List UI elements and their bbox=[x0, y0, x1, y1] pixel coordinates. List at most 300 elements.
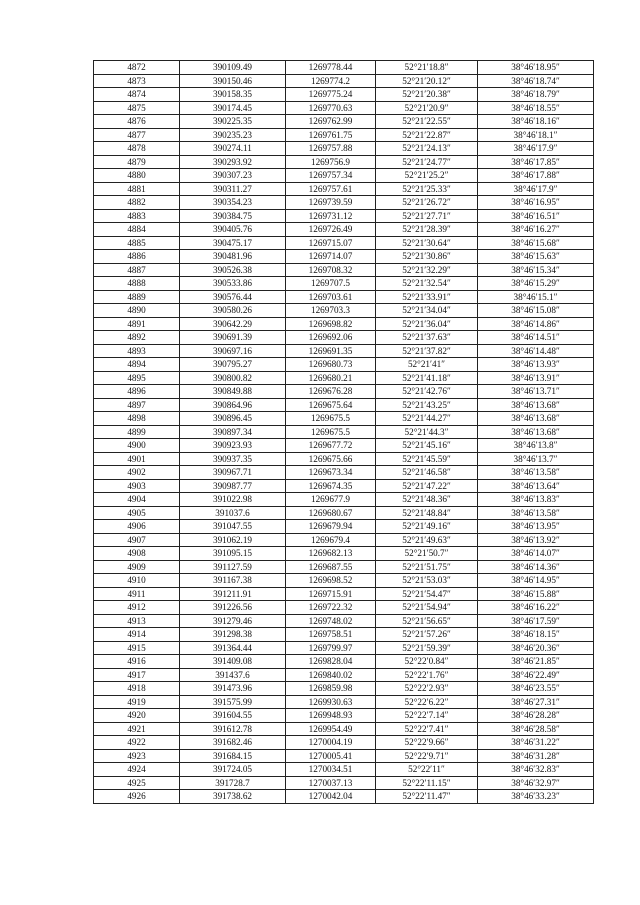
point-number-cell: 4924 bbox=[94, 763, 180, 777]
y-coordinate-cell: 1269778.44 bbox=[286, 61, 376, 75]
table-row bbox=[94, 425, 594, 439]
x-coordinate-cell: 391022.98 bbox=[180, 493, 286, 507]
x-coordinate-cell: 390225.35 bbox=[180, 115, 286, 129]
x-coordinate-cell: 390384.75 bbox=[180, 209, 286, 223]
point-number-cell: 4916 bbox=[94, 655, 180, 669]
x-coordinate-cell: 391473.96 bbox=[180, 682, 286, 696]
table-row bbox=[94, 655, 594, 669]
point-number-cell: 4892 bbox=[94, 331, 180, 345]
latitude-cell: 52°21′46.58″ bbox=[376, 466, 478, 480]
point-number-cell: 4888 bbox=[94, 277, 180, 291]
latitude-cell: 52°21′49.16″ bbox=[376, 520, 478, 534]
x-coordinate-cell: 391364.44 bbox=[180, 641, 286, 655]
longitude-cell: 38°46′32.83″ bbox=[478, 763, 594, 777]
latitude-cell: 52°22′0.84″ bbox=[376, 655, 478, 669]
table-row bbox=[94, 304, 594, 318]
latitude-cell: 52°21′28.39″ bbox=[376, 223, 478, 237]
y-coordinate-cell: 1269673.34 bbox=[286, 466, 376, 480]
y-coordinate-cell: 1269677.9 bbox=[286, 493, 376, 507]
latitude-cell: 52°21′49.63″ bbox=[376, 533, 478, 547]
point-number-cell: 4906 bbox=[94, 520, 180, 534]
y-coordinate-cell: 1269714.07 bbox=[286, 250, 376, 264]
point-number-cell: 4886 bbox=[94, 250, 180, 264]
x-coordinate-cell: 391409.08 bbox=[180, 655, 286, 669]
y-coordinate-cell: 1269691.35 bbox=[286, 344, 376, 358]
table-row bbox=[94, 641, 594, 655]
x-coordinate-cell: 390526.38 bbox=[180, 263, 286, 277]
longitude-cell: 38°46′32.97″ bbox=[478, 776, 594, 790]
y-coordinate-cell: 1269680.73 bbox=[286, 358, 376, 372]
x-coordinate-cell: 390987.77 bbox=[180, 479, 286, 493]
longitude-cell: 38°46′18.74″ bbox=[478, 74, 594, 88]
point-number-cell: 4901 bbox=[94, 452, 180, 466]
latitude-cell: 52°21′33.91″ bbox=[376, 290, 478, 304]
x-coordinate-cell: 390158.35 bbox=[180, 88, 286, 102]
y-coordinate-cell: 1269675.66 bbox=[286, 452, 376, 466]
x-coordinate-cell: 390896.45 bbox=[180, 412, 286, 426]
y-coordinate-cell: 1269762.99 bbox=[286, 115, 376, 129]
latitude-cell: 52°21′20.9″ bbox=[376, 101, 478, 115]
y-coordinate-cell: 1269692.06 bbox=[286, 331, 376, 345]
y-coordinate-cell: 1269715.91 bbox=[286, 587, 376, 601]
y-coordinate-cell: 1269799.97 bbox=[286, 641, 376, 655]
x-coordinate-cell: 390897.34 bbox=[180, 425, 286, 439]
point-number-cell: 4889 bbox=[94, 290, 180, 304]
longitude-cell: 38°46′13.68″ bbox=[478, 398, 594, 412]
point-number-cell: 4921 bbox=[94, 722, 180, 736]
x-coordinate-cell: 391575.99 bbox=[180, 695, 286, 709]
latitude-cell: 52°21′20.38″ bbox=[376, 88, 478, 102]
table-row bbox=[94, 88, 594, 102]
x-coordinate-cell: 391298.38 bbox=[180, 628, 286, 642]
latitude-cell: 52°21′37.82″ bbox=[376, 344, 478, 358]
point-number-cell: 4876 bbox=[94, 115, 180, 129]
x-coordinate-cell: 390967.71 bbox=[180, 466, 286, 480]
longitude-cell: 38°46′18.95″ bbox=[478, 61, 594, 75]
y-coordinate-cell: 1269698.52 bbox=[286, 574, 376, 588]
x-coordinate-cell: 391612.78 bbox=[180, 722, 286, 736]
point-number-cell: 4875 bbox=[94, 101, 180, 115]
point-number-cell: 4891 bbox=[94, 317, 180, 331]
longitude-cell: 38°46′13.58″ bbox=[478, 466, 594, 480]
latitude-cell: 52°22′6.22″ bbox=[376, 695, 478, 709]
y-coordinate-cell: 1269679.4 bbox=[286, 533, 376, 547]
table-row bbox=[94, 101, 594, 115]
y-coordinate-cell: 1269703.61 bbox=[286, 290, 376, 304]
point-number-cell: 4884 bbox=[94, 223, 180, 237]
point-number-cell: 4917 bbox=[94, 668, 180, 682]
latitude-cell: 52°21′18.8″ bbox=[376, 61, 478, 75]
x-coordinate-cell: 390274.11 bbox=[180, 142, 286, 156]
longitude-cell: 38°46′18.55″ bbox=[478, 101, 594, 115]
y-coordinate-cell: 1269739.59 bbox=[286, 196, 376, 210]
latitude-cell: 52°22′9.66″ bbox=[376, 736, 478, 750]
y-coordinate-cell: 1269930.63 bbox=[286, 695, 376, 709]
y-coordinate-cell: 1269731.12 bbox=[286, 209, 376, 223]
y-coordinate-cell: 1269679.94 bbox=[286, 520, 376, 534]
longitude-cell: 38°46′13.71″ bbox=[478, 385, 594, 399]
x-coordinate-cell: 391604.55 bbox=[180, 709, 286, 723]
latitude-cell: 52°21′42.76″ bbox=[376, 385, 478, 399]
longitude-cell: 38°46′28.28″ bbox=[478, 709, 594, 723]
x-coordinate-cell: 390697.16 bbox=[180, 344, 286, 358]
table-row bbox=[94, 479, 594, 493]
table-row bbox=[94, 736, 594, 750]
table-row bbox=[94, 344, 594, 358]
latitude-cell: 52°21′48.84″ bbox=[376, 506, 478, 520]
longitude-cell: 38°46′16.22″ bbox=[478, 601, 594, 615]
point-number-cell: 4912 bbox=[94, 601, 180, 615]
x-coordinate-cell: 390849.88 bbox=[180, 385, 286, 399]
longitude-cell: 38°46′16.27″ bbox=[478, 223, 594, 237]
table-row bbox=[94, 452, 594, 466]
table-row bbox=[94, 128, 594, 142]
longitude-cell: 38°46′22.49″ bbox=[478, 668, 594, 682]
latitude-cell: 52°22′7.41″ bbox=[376, 722, 478, 736]
latitude-cell: 52°21′44.3″ bbox=[376, 425, 478, 439]
latitude-cell: 52°21′36.04″ bbox=[376, 317, 478, 331]
x-coordinate-cell: 390481.96 bbox=[180, 250, 286, 264]
latitude-cell: 52°21′24.77″ bbox=[376, 155, 478, 169]
latitude-cell: 52°22′2.93″ bbox=[376, 682, 478, 696]
latitude-cell: 52°21′43.25″ bbox=[376, 398, 478, 412]
latitude-cell: 52°21′56.65″ bbox=[376, 614, 478, 628]
longitude-cell: 38°46′18.16″ bbox=[478, 115, 594, 129]
table-row bbox=[94, 182, 594, 196]
longitude-cell: 38°46′13.64″ bbox=[478, 479, 594, 493]
coordinates-table-body bbox=[94, 61, 594, 804]
x-coordinate-cell: 390795.27 bbox=[180, 358, 286, 372]
point-number-cell: 4904 bbox=[94, 493, 180, 507]
x-coordinate-cell: 391684.15 bbox=[180, 749, 286, 763]
y-coordinate-cell: 1269680.67 bbox=[286, 506, 376, 520]
table-row bbox=[94, 317, 594, 331]
latitude-cell: 52°21′53.03″ bbox=[376, 574, 478, 588]
latitude-cell: 52°21′30.64″ bbox=[376, 236, 478, 250]
longitude-cell: 38°46′15.29″ bbox=[478, 277, 594, 291]
longitude-cell: 38°46′13.83″ bbox=[478, 493, 594, 507]
point-number-cell: 4896 bbox=[94, 385, 180, 399]
table-row bbox=[94, 263, 594, 277]
table-row bbox=[94, 574, 594, 588]
latitude-cell: 52°21′51.75″ bbox=[376, 560, 478, 574]
table-row bbox=[94, 277, 594, 291]
table-row bbox=[94, 601, 594, 615]
x-coordinate-cell: 390311.27 bbox=[180, 182, 286, 196]
longitude-cell: 38°46′16.95″ bbox=[478, 196, 594, 210]
point-number-cell: 4880 bbox=[94, 169, 180, 183]
table-row bbox=[94, 547, 594, 561]
table-row bbox=[94, 223, 594, 237]
y-coordinate-cell: 1269758.51 bbox=[286, 628, 376, 642]
longitude-cell: 38°46′14.95″ bbox=[478, 574, 594, 588]
x-coordinate-cell: 390580.26 bbox=[180, 304, 286, 318]
latitude-cell: 52°21′44.27″ bbox=[376, 412, 478, 426]
point-number-cell: 4873 bbox=[94, 74, 180, 88]
point-number-cell: 4907 bbox=[94, 533, 180, 547]
point-number-cell: 4895 bbox=[94, 371, 180, 385]
x-coordinate-cell: 391127.59 bbox=[180, 560, 286, 574]
longitude-cell: 38°46′15.08″ bbox=[478, 304, 594, 318]
y-coordinate-cell: 1269748.02 bbox=[286, 614, 376, 628]
y-coordinate-cell: 1269948.93 bbox=[286, 709, 376, 723]
point-number-cell: 4885 bbox=[94, 236, 180, 250]
table-row bbox=[94, 628, 594, 642]
latitude-cell: 52°21′54.94″ bbox=[376, 601, 478, 615]
point-number-cell: 4909 bbox=[94, 560, 180, 574]
longitude-cell: 38°46′13.93″ bbox=[478, 358, 594, 372]
longitude-cell: 38°46′17.88″ bbox=[478, 169, 594, 183]
x-coordinate-cell: 391211.91 bbox=[180, 587, 286, 601]
y-coordinate-cell: 1269675.5 bbox=[286, 412, 376, 426]
latitude-cell: 52°22′1.76″ bbox=[376, 668, 478, 682]
latitude-cell: 52°21′25.33″ bbox=[376, 182, 478, 196]
y-coordinate-cell: 1269757.34 bbox=[286, 169, 376, 183]
longitude-cell: 38°46′23.55″ bbox=[478, 682, 594, 696]
longitude-cell: 38°46′18.1″ bbox=[478, 128, 594, 142]
latitude-cell: 52°21′24.13″ bbox=[376, 142, 478, 156]
y-coordinate-cell: 1269726.49 bbox=[286, 223, 376, 237]
table-row bbox=[94, 398, 594, 412]
longitude-cell: 38°46′14.48″ bbox=[478, 344, 594, 358]
point-number-cell: 4879 bbox=[94, 155, 180, 169]
y-coordinate-cell: 1269828.04 bbox=[286, 655, 376, 669]
point-number-cell: 4900 bbox=[94, 439, 180, 453]
latitude-cell: 52°22′11.15″ bbox=[376, 776, 478, 790]
table-row bbox=[94, 371, 594, 385]
table-row bbox=[94, 520, 594, 534]
table-row bbox=[94, 749, 594, 763]
latitude-cell: 52°21′26.72″ bbox=[376, 196, 478, 210]
longitude-cell: 38°46′14.51″ bbox=[478, 331, 594, 345]
latitude-cell: 52°21′47.22″ bbox=[376, 479, 478, 493]
x-coordinate-cell: 390576.44 bbox=[180, 290, 286, 304]
x-coordinate-cell: 391226.56 bbox=[180, 601, 286, 615]
latitude-cell: 52°21′59.39″ bbox=[376, 641, 478, 655]
y-coordinate-cell: 1269775.24 bbox=[286, 88, 376, 102]
longitude-cell: 38°46′13.68″ bbox=[478, 425, 594, 439]
latitude-cell: 52°21′32.29″ bbox=[376, 263, 478, 277]
table-row bbox=[94, 290, 594, 304]
x-coordinate-cell: 390174.45 bbox=[180, 101, 286, 115]
y-coordinate-cell: 1269675.64 bbox=[286, 398, 376, 412]
point-number-cell: 4919 bbox=[94, 695, 180, 709]
point-number-cell: 4881 bbox=[94, 182, 180, 196]
table-row bbox=[94, 695, 594, 709]
longitude-cell: 38°46′13.68″ bbox=[478, 412, 594, 426]
table-row bbox=[94, 533, 594, 547]
x-coordinate-cell: 390800.82 bbox=[180, 371, 286, 385]
table-row bbox=[94, 358, 594, 372]
latitude-cell: 52°22′11″ bbox=[376, 763, 478, 777]
latitude-cell: 52°21′25.2″ bbox=[376, 169, 478, 183]
y-coordinate-cell: 1270037.13 bbox=[286, 776, 376, 790]
latitude-cell: 52°21′57.26″ bbox=[376, 628, 478, 642]
x-coordinate-cell: 391728.7 bbox=[180, 776, 286, 790]
longitude-cell: 38°46′13.95″ bbox=[478, 520, 594, 534]
point-number-cell: 4918 bbox=[94, 682, 180, 696]
x-coordinate-cell: 390405.76 bbox=[180, 223, 286, 237]
latitude-cell: 52°21′48.36″ bbox=[376, 493, 478, 507]
y-coordinate-cell: 1269707.5 bbox=[286, 277, 376, 291]
longitude-cell: 38°46′13.8″ bbox=[478, 439, 594, 453]
latitude-cell: 52°21′27.71″ bbox=[376, 209, 478, 223]
longitude-cell: 38°46′18.15″ bbox=[478, 628, 594, 642]
point-number-cell: 4893 bbox=[94, 344, 180, 358]
longitude-cell: 38°46′14.36″ bbox=[478, 560, 594, 574]
longitude-cell: 38°46′14.86″ bbox=[478, 317, 594, 331]
x-coordinate-cell: 391724.05 bbox=[180, 763, 286, 777]
y-coordinate-cell: 1269859.98 bbox=[286, 682, 376, 696]
longitude-cell: 38°46′15.88″ bbox=[478, 587, 594, 601]
y-coordinate-cell: 1269677.72 bbox=[286, 439, 376, 453]
x-coordinate-cell: 391738.62 bbox=[180, 790, 286, 804]
longitude-cell: 38°46′15.63″ bbox=[478, 250, 594, 264]
table-row bbox=[94, 196, 594, 210]
coordinates-table bbox=[93, 60, 594, 804]
point-number-cell: 4908 bbox=[94, 547, 180, 561]
y-coordinate-cell: 1269703.3 bbox=[286, 304, 376, 318]
y-coordinate-cell: 1269770.63 bbox=[286, 101, 376, 115]
longitude-cell: 38°46′17.9″ bbox=[478, 142, 594, 156]
point-number-cell: 4911 bbox=[94, 587, 180, 601]
x-coordinate-cell: 391437.6 bbox=[180, 668, 286, 682]
table-row bbox=[94, 250, 594, 264]
x-coordinate-cell: 390354.23 bbox=[180, 196, 286, 210]
table-row bbox=[94, 668, 594, 682]
point-number-cell: 4903 bbox=[94, 479, 180, 493]
table-row bbox=[94, 331, 594, 345]
longitude-cell: 38°46′17.59″ bbox=[478, 614, 594, 628]
longitude-cell: 38°46′13.58″ bbox=[478, 506, 594, 520]
table-row bbox=[94, 61, 594, 75]
point-number-cell: 4887 bbox=[94, 263, 180, 277]
y-coordinate-cell: 1270004.19 bbox=[286, 736, 376, 750]
point-number-cell: 4890 bbox=[94, 304, 180, 318]
longitude-cell: 38°46′27.31″ bbox=[478, 695, 594, 709]
point-number-cell: 4905 bbox=[94, 506, 180, 520]
table-row bbox=[94, 614, 594, 628]
longitude-cell: 38°46′15.68″ bbox=[478, 236, 594, 250]
x-coordinate-cell: 390293.92 bbox=[180, 155, 286, 169]
point-number-cell: 4872 bbox=[94, 61, 180, 75]
x-coordinate-cell: 390923.93 bbox=[180, 439, 286, 453]
latitude-cell: 52°21′50.7″ bbox=[376, 547, 478, 561]
table-row bbox=[94, 155, 594, 169]
longitude-cell: 38°46′18.79″ bbox=[478, 88, 594, 102]
point-number-cell: 4914 bbox=[94, 628, 180, 642]
y-coordinate-cell: 1269708.32 bbox=[286, 263, 376, 277]
table-row bbox=[94, 115, 594, 129]
longitude-cell: 38°46′20.36″ bbox=[478, 641, 594, 655]
longitude-cell: 38°46′13.92″ bbox=[478, 533, 594, 547]
point-number-cell: 4910 bbox=[94, 574, 180, 588]
latitude-cell: 52°21′54.47″ bbox=[376, 587, 478, 601]
table-row bbox=[94, 776, 594, 790]
table-row bbox=[94, 466, 594, 480]
y-coordinate-cell: 1269674.35 bbox=[286, 479, 376, 493]
x-coordinate-cell: 390235.23 bbox=[180, 128, 286, 142]
point-number-cell: 4878 bbox=[94, 142, 180, 156]
table-row bbox=[94, 587, 594, 601]
longitude-cell: 38°46′21.85″ bbox=[478, 655, 594, 669]
latitude-cell: 52°21′30.86″ bbox=[376, 250, 478, 264]
longitude-cell: 38°46′31.28″ bbox=[478, 749, 594, 763]
point-number-cell: 4882 bbox=[94, 196, 180, 210]
point-number-cell: 4902 bbox=[94, 466, 180, 480]
table-row bbox=[94, 763, 594, 777]
x-coordinate-cell: 390533.86 bbox=[180, 277, 286, 291]
point-number-cell: 4915 bbox=[94, 641, 180, 655]
x-coordinate-cell: 391279.46 bbox=[180, 614, 286, 628]
latitude-cell: 52°21′34.04″ bbox=[376, 304, 478, 318]
x-coordinate-cell: 391047.55 bbox=[180, 520, 286, 534]
x-coordinate-cell: 391062.19 bbox=[180, 533, 286, 547]
longitude-cell: 38°46′16.51″ bbox=[478, 209, 594, 223]
table-row bbox=[94, 709, 594, 723]
y-coordinate-cell: 1269687.55 bbox=[286, 560, 376, 574]
y-coordinate-cell: 1270034.51 bbox=[286, 763, 376, 777]
longitude-cell: 38°46′17.85″ bbox=[478, 155, 594, 169]
y-coordinate-cell: 1269840.02 bbox=[286, 668, 376, 682]
longitude-cell: 38°46′17.9″ bbox=[478, 182, 594, 196]
table-row bbox=[94, 439, 594, 453]
y-coordinate-cell: 1269757.88 bbox=[286, 142, 376, 156]
x-coordinate-cell: 391095.15 bbox=[180, 547, 286, 561]
point-number-cell: 4877 bbox=[94, 128, 180, 142]
x-coordinate-cell: 390475.17 bbox=[180, 236, 286, 250]
longitude-cell: 38°46′33.23″ bbox=[478, 790, 594, 804]
point-number-cell: 4894 bbox=[94, 358, 180, 372]
x-coordinate-cell: 391037.6 bbox=[180, 506, 286, 520]
x-coordinate-cell: 391167.38 bbox=[180, 574, 286, 588]
latitude-cell: 52°22′11.47″ bbox=[376, 790, 478, 804]
y-coordinate-cell: 1269954.49 bbox=[286, 722, 376, 736]
latitude-cell: 52°22′7.14″ bbox=[376, 709, 478, 723]
latitude-cell: 52°21′41″ bbox=[376, 358, 478, 372]
point-number-cell: 4899 bbox=[94, 425, 180, 439]
latitude-cell: 52°22′9.71″ bbox=[376, 749, 478, 763]
table-row bbox=[94, 790, 594, 804]
latitude-cell: 52°21′45.59″ bbox=[376, 452, 478, 466]
y-coordinate-cell: 1269756.9 bbox=[286, 155, 376, 169]
y-coordinate-cell: 1270042.04 bbox=[286, 790, 376, 804]
y-coordinate-cell: 1269698.82 bbox=[286, 317, 376, 331]
y-coordinate-cell: 1269761.75 bbox=[286, 128, 376, 142]
point-number-cell: 4925 bbox=[94, 776, 180, 790]
point-number-cell: 4920 bbox=[94, 709, 180, 723]
point-number-cell: 4926 bbox=[94, 790, 180, 804]
table-row bbox=[94, 560, 594, 574]
latitude-cell: 52°21′37.63″ bbox=[376, 331, 478, 345]
point-number-cell: 4913 bbox=[94, 614, 180, 628]
table-row bbox=[94, 682, 594, 696]
y-coordinate-cell: 1270005.41 bbox=[286, 749, 376, 763]
x-coordinate-cell: 391682.46 bbox=[180, 736, 286, 750]
table-row bbox=[94, 722, 594, 736]
y-coordinate-cell: 1269675.5 bbox=[286, 425, 376, 439]
latitude-cell: 52°21′41.18″ bbox=[376, 371, 478, 385]
table-row bbox=[94, 236, 594, 250]
point-number-cell: 4897 bbox=[94, 398, 180, 412]
table-row bbox=[94, 169, 594, 183]
table-row bbox=[94, 493, 594, 507]
latitude-cell: 52°21′45.16″ bbox=[376, 439, 478, 453]
point-number-cell: 4922 bbox=[94, 736, 180, 750]
y-coordinate-cell: 1269715.07 bbox=[286, 236, 376, 250]
table-row bbox=[94, 385, 594, 399]
point-number-cell: 4898 bbox=[94, 412, 180, 426]
